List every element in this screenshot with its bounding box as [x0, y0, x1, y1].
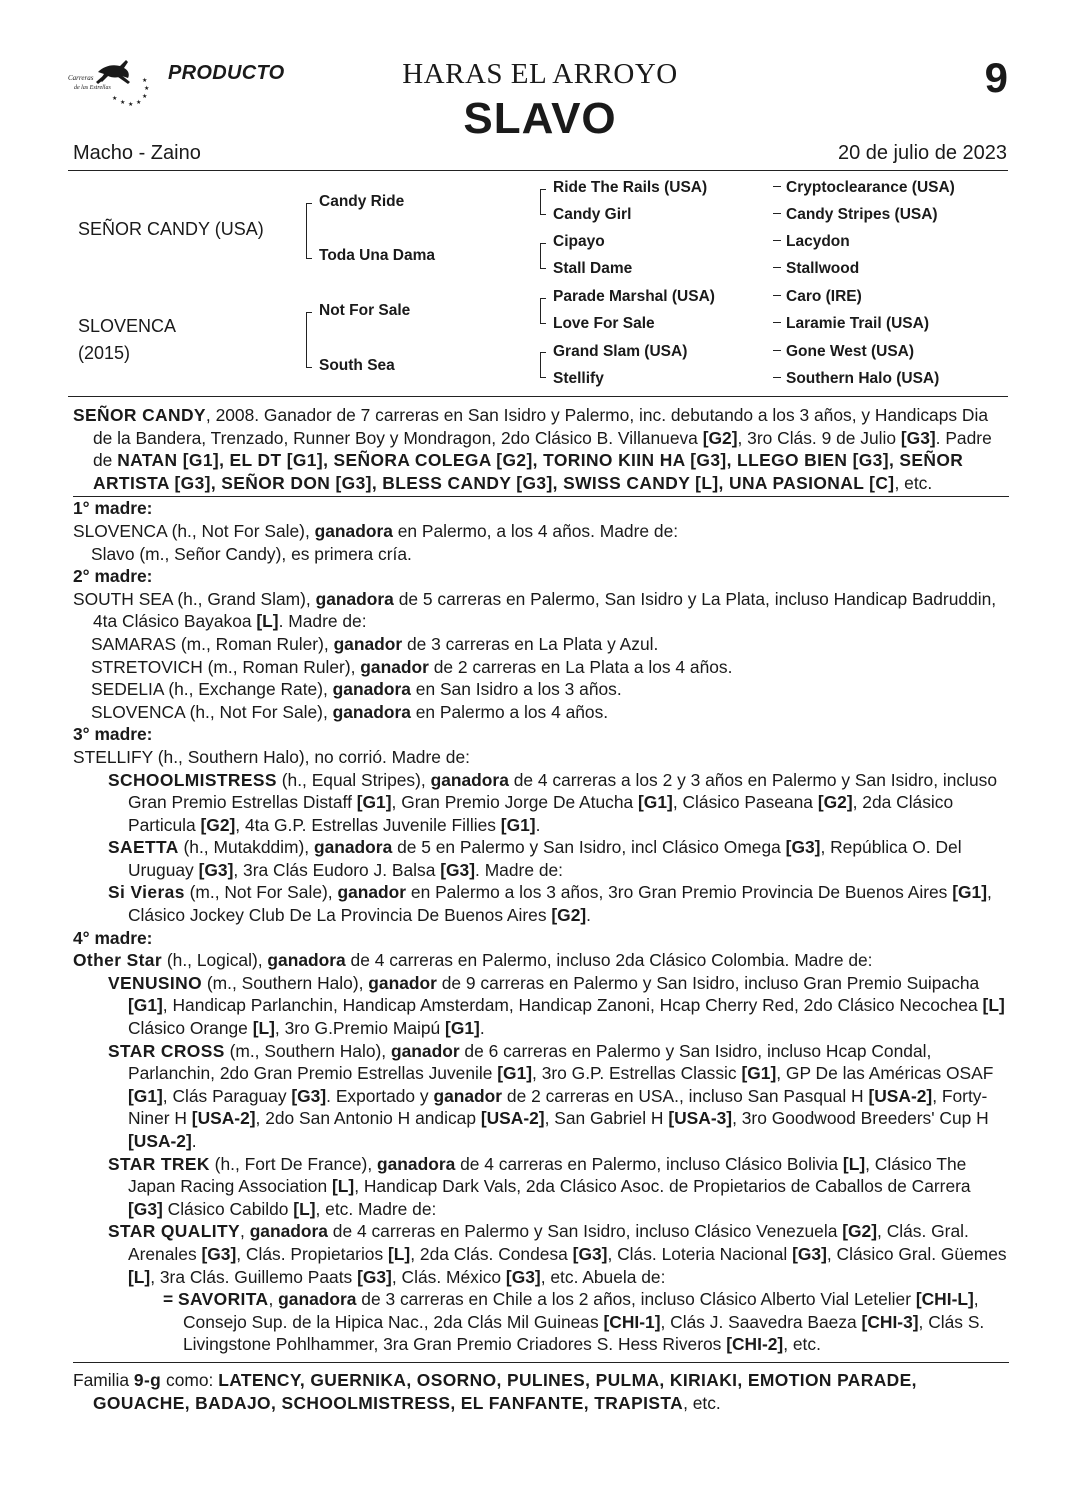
producto-label: PRODUCTO — [168, 62, 285, 84]
svg-text:Carreras: Carreras — [68, 74, 94, 82]
divider — [68, 170, 1008, 171]
pedigree-gen2: Not For Sale — [319, 302, 411, 319]
pedigree-gen4: Stallwood — [773, 260, 859, 278]
pedigree-gen3: Love For Sale — [553, 315, 655, 332]
pedigree-sire: SEÑOR CANDY (USA) — [78, 219, 264, 239]
pedigree-gen4: Caro (IRE) — [773, 288, 862, 306]
svg-text:★: ★ — [120, 99, 126, 106]
dam3-label: 3° madre: — [73, 724, 153, 745]
pedigree-gen3: Cipayo — [553, 233, 605, 250]
dam2-offspring: SLOVENCA (h., Not For Sale), ganadora en Palermo a los 4 años. — [91, 701, 609, 722]
pedigree-gen2: Toda Una Dama — [319, 247, 435, 264]
sire-paragraph: SEÑOR CANDY, 2008. Ganador de 7 carreras en San Isidro y Palermo, inc. debutando a los 3 años, y Handicaps Dia de la Bandera, Trenzado, Runner Boy y Mondragon, 2do Clásico B. Villanueva [G2], 3ro Clás. 9 de Julio [G3]. Padre de NATAN [G1], EL DT [G1], SEÑORA COLEGA [G2], TORINO KIIN HA [G3], LLEGO BIEN [G3], SEÑOR ARTISTA [G3], SEÑOR DON [G3], BLESS CANDY [G3], SWISS CANDY [L], UNA PASIONAL [C], etc. — [73, 405, 992, 493]
bracket — [306, 203, 307, 259]
bracket — [540, 352, 541, 378]
pedigree-gen3: Grand Slam (USA) — [553, 343, 688, 360]
pedigree-dam-year: (2015) — [78, 343, 131, 363]
dam4-offspring: STAR CROSS (m., Southern Halo), ganador de 6 carreras en Palermo y San Isidro, incluso Hcap Condal, Parlanchin, 2do Gran Premio Estrellas Juvenile [G1], 3ro G.P. Estrellas Classic [G1], GP De las Américas OSAF [G1], Clás Paraguay [G3]. Exportado y ganador de 2 carreras en USA., incluso San Pasqual H [USA-2], Forty-Niner H [USA-2], 2do San Antonio H andicap [USA-2], San Gabriel H [USA-3], 3ro Goodwood Breeders' Cup H [USA-2]. — [108, 1040, 994, 1151]
pedigree-gen4: Southern Halo (USA) — [773, 370, 939, 388]
bracket — [540, 298, 541, 324]
pedigree-gen4: Candy Stripes (USA) — [773, 206, 938, 224]
svg-text:★: ★ — [144, 85, 150, 92]
catalog-text — [73, 404, 1009, 1414]
dam4-offspring: STAR TREK (h., Fort De France), ganadora de 4 carreras en Palermo, incluso Clásico Bolivia [L], Clásico The Japan Racing Association [L], Handicap Dark Vals, 2da Clásico Asoc. de Propietarios de Caballos de Carrera [G3] Clásico Cabildo [L], etc. Madre de: — [108, 1153, 971, 1219]
divider — [73, 1362, 1009, 1363]
pedigree-gen4: Cryptoclearance (USA) — [773, 179, 955, 197]
dam3-offspring: SAETTA (h., Mutakddim), ganadora de 5 en Palermo y San Isidro, incl Clásico Omega [G3], República O. Del Uruguay [G3], 3ra Clás Eudoro J. Balsa [G3]. Madre de: — [108, 837, 962, 880]
pedigree-gen3: Stall Dame — [553, 260, 633, 277]
dam1-label: 1° madre: — [73, 498, 153, 519]
pedigree-gen3: Stellify — [553, 370, 604, 387]
dam4-line: Other Star (h., Logical), ganadora de 4 carreras en Palermo, incluso 2da Clásico Colombia. Madre de: — [73, 950, 873, 971]
pedigree-gen4: Laramie Trail (USA) — [773, 315, 929, 333]
svg-text:★: ★ — [142, 93, 148, 100]
horse-name: SLAVO — [463, 94, 617, 143]
pedigree-gen3: Candy Girl — [553, 206, 632, 223]
svg-text:★: ★ — [112, 95, 118, 102]
sex-color: Macho - Zaino — [73, 142, 201, 164]
pedigree-gen3: Ride The Rails (USA) — [553, 179, 708, 196]
bracket — [540, 243, 541, 269]
lot-number: 9 — [984, 54, 1008, 101]
dam2-label: 2° madre: — [73, 566, 153, 587]
svg-text:★: ★ — [128, 101, 134, 108]
breeder-name: HARAS EL ARROYO — [402, 58, 678, 90]
pedigree-gen2: South Sea — [319, 357, 395, 374]
dam2-offspring: STRETOVICH (m., Roman Ruler), ganador de 2 carreras en La Plata a los 4 años. — [91, 656, 733, 677]
bracket — [540, 189, 541, 215]
dam2-offspring: SAMARAS (m., Roman Ruler), ganador de 3 carreras en La Plata y Azul. — [91, 633, 659, 654]
dam4-label: 4° madre: — [73, 927, 153, 948]
svg-text:★: ★ — [136, 99, 142, 106]
dam1-line: SLOVENCA (h., Not For Sale), ganadora en Palermo, a los 4 años. Madre de: — [73, 520, 679, 541]
dam3-grand-offspring: Si Vieras (m., Not For Sale), ganador en Palermo a los 3 años, 3ro Gran Premio Provincia De Buenos Aires [G1], Clásico Jockey Club De La Provincia De Buenos Aires [G2]. — [108, 882, 992, 926]
pedigree-gen4: Gone West (USA) — [773, 343, 914, 361]
dam2-line: SOUTH SEA (h., Grand Slam), ganadora de 5 carreras en Palermo, San Isidro y La Plata, incluso Handicap Badruddin, 4ta Clásico Bayakoa [L]. Madre de: — [73, 588, 997, 632]
pedigree-gen2: Candy Ride — [319, 193, 405, 210]
pedigree-gen3: Parade Marshal (USA) — [553, 288, 715, 305]
dam4-great-grand-offspring: = SAVORITA, ganadora de 3 carreras en Chile a los 2 años, incluso Clásico Alberto Vial Letelier [CHI-L], Consejo Sup. de la Hipica Nac., 2da Clás Mil Guineas [CHI-1], Clás J. Saavedra Baeza [CHI-3], Clás S. Livingstone Pohlhammer, 3ra Gran Premio Criadores S. Hess Riveros [CHI-2], etc. — [163, 1289, 985, 1355]
dam3-offspring: SCHOOLMISTRESS (h., Equal Stripes), ganadora de 4 carreras a los 2 y 3 años en Palermo y San Isidro, incluso Gran Premio Estrellas Distaff [G1], Gran Premio Jorge De Atucha [G1], Clásico Paseana [G2], 2da Clásico Particula [G2], 4ta G.P. Estrellas Juvenile Fillies [G1]. — [108, 769, 998, 835]
bracket — [306, 312, 307, 368]
divider — [68, 396, 1008, 397]
family-line: Familia 9-g como: LATENCY, GUERNIKA, OSORNO, PULINES, PULMA, KIRIAKI, EMOTION PARADE, GOUACHE, BADAJO, SCHOOLMISTRESS, EL FANFANTE, TRAPISTA, etc. — [73, 1369, 917, 1413]
svg-text:de las Estrellas: de las Estrellas — [74, 85, 111, 91]
dam4-offspring: VENUSINO (m., Southern Halo), ganador de 9 carreras en Palermo y San Isidro, incluso Gran Premio Suipacha [G1], Handicap Parlanchin, Handicap Amsterdam, Handicap Zanoni, Hcap Cherry Red, 2do Clásico Necochea [L] Clásico Orange [L], 3ro G.Premio Maipú [G1]. — [108, 972, 1005, 1039]
dam3-line: STELLIFY (h., Southern Halo), no corrió. Madre de: — [73, 746, 470, 767]
birth-date: 20 de julio de 2023 — [837, 142, 1007, 164]
dam2-offspring: SEDELIA (h., Exchange Rate), ganadora en San Isidro a los 3 años. — [91, 679, 622, 700]
dam4-grand-offspring: STAR QUALITY, ganadora de 4 carreras en Palermo y San Isidro, incluso Clásico Venezuela [G2], Clás. Gral. Arenales [G3], Clás. Propietarios [L], 2da Clás. Condesa [G3], Clás. Loteria Nacional [G3], Clásico Gral. Güemes [L], 3ra Clás. Guillemo Paats [G3], Clás. México [G3], etc. Abuela de: — [108, 1221, 1007, 1287]
dam1-offspring: Slavo (m., Señor Candy), es primera cría. — [91, 543, 412, 564]
svg-text:★: ★ — [142, 77, 148, 84]
pedigree-dam: SLOVENCA — [78, 316, 177, 336]
pedigree-gen4: Lacydon — [773, 233, 850, 251]
